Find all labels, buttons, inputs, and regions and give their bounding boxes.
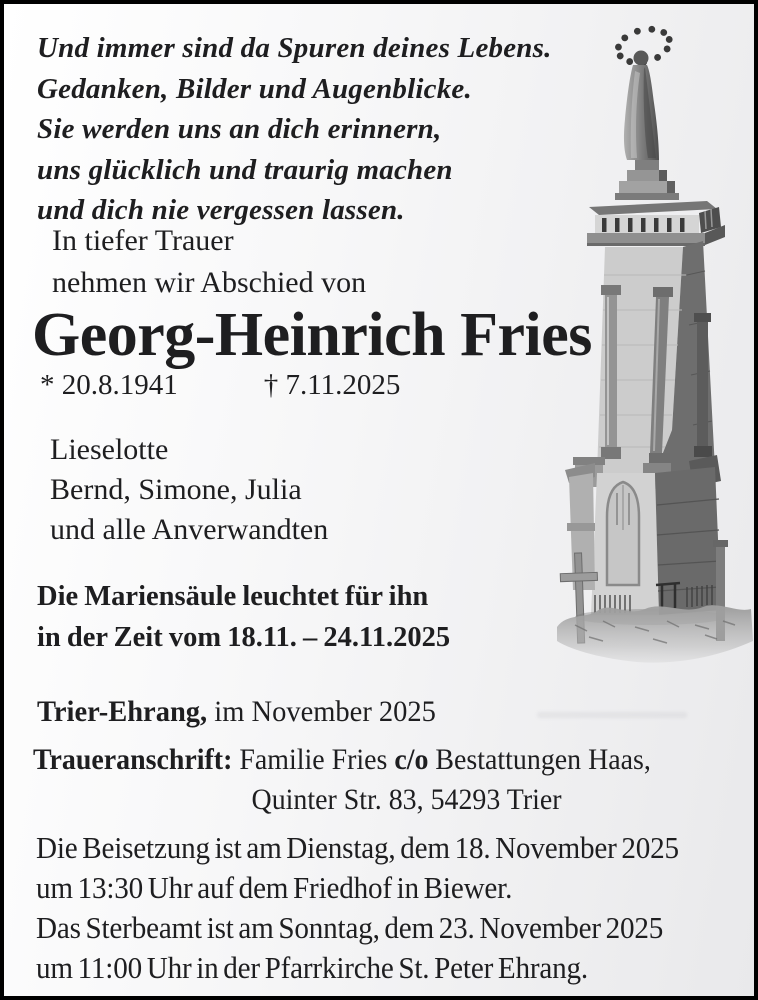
service-line: um 11:00 Uhr in der Pfarrkirche St. Peter Ehrang. (36, 950, 588, 985)
address-co: c/o (394, 743, 429, 776)
life-dates (40, 366, 400, 404)
statue-pedestal (615, 160, 679, 200)
mariensaeule-column-photo (555, 25, 755, 675)
mourner-line: Bernd, Simone, Julia (50, 473, 302, 506)
address-label: Traueranschrift: (33, 743, 233, 776)
mourner-line: und alle Anverwandten (50, 513, 329, 546)
service-line: Die Beisetzung ist am Dienstag, dem 18. November 2025 (36, 830, 679, 865)
mariensaeule-note-line: in der Zeit vom 18.11. – 24.11.2025 (37, 621, 451, 653)
poem-line: Und immer sind da Spuren deines Lebens. (37, 32, 552, 64)
birth-date: * 20.8.1941 (40, 369, 178, 401)
mourner-line: Lieselotte (50, 433, 169, 466)
funeral-services-info (36, 828, 679, 988)
column-gallery (587, 201, 725, 246)
condolence-address (33, 740, 651, 820)
column-shaft (573, 241, 721, 489)
address-family: Familie Fries (232, 743, 395, 776)
rocky-ground (557, 605, 753, 662)
intro-line: nehmen wir Abschied von (52, 265, 367, 299)
place-name: Trier-Ehrang, (37, 695, 208, 728)
poem-line: Sie werden uns an dich erinnern, (37, 113, 442, 145)
poem-line: und dich nie vergessen lassen. (37, 194, 405, 226)
deceased-name: Georg-Heinrich Fries (32, 301, 592, 369)
poem-line: uns glücklich und traurig machen (37, 153, 453, 186)
poem-line: Gedanken, Bilder und Augenblicke. (37, 72, 472, 105)
address-agency: Bestattungen Haas, (428, 743, 651, 776)
death-date: † 7.11.2025 (263, 369, 401, 401)
service-line: Das Sterbeamt ist am Sonntag, dem 23. November 2025 (36, 910, 664, 945)
place-dateline (37, 692, 436, 732)
scan-smudge (537, 712, 687, 718)
memorial-poem (37, 28, 552, 231)
service-line: um 13:30 Uhr auf dem Friedhof in Biewer. (36, 870, 513, 905)
mary-statue (624, 51, 659, 161)
farewell-intro (52, 220, 366, 303)
mourners-list (50, 430, 328, 550)
condolence-address-line: Quinter Str. 83, 54293 Trier (251, 783, 562, 816)
condolence-address-line (33, 740, 651, 780)
dateline-rest: im November 2025 (207, 695, 436, 728)
mariensaeule-note-line: Die Mariensäule leuchtet für ihn (37, 581, 429, 612)
intro-line: In tiefer Trauer (52, 224, 234, 257)
mariensaeule-note (37, 577, 450, 658)
